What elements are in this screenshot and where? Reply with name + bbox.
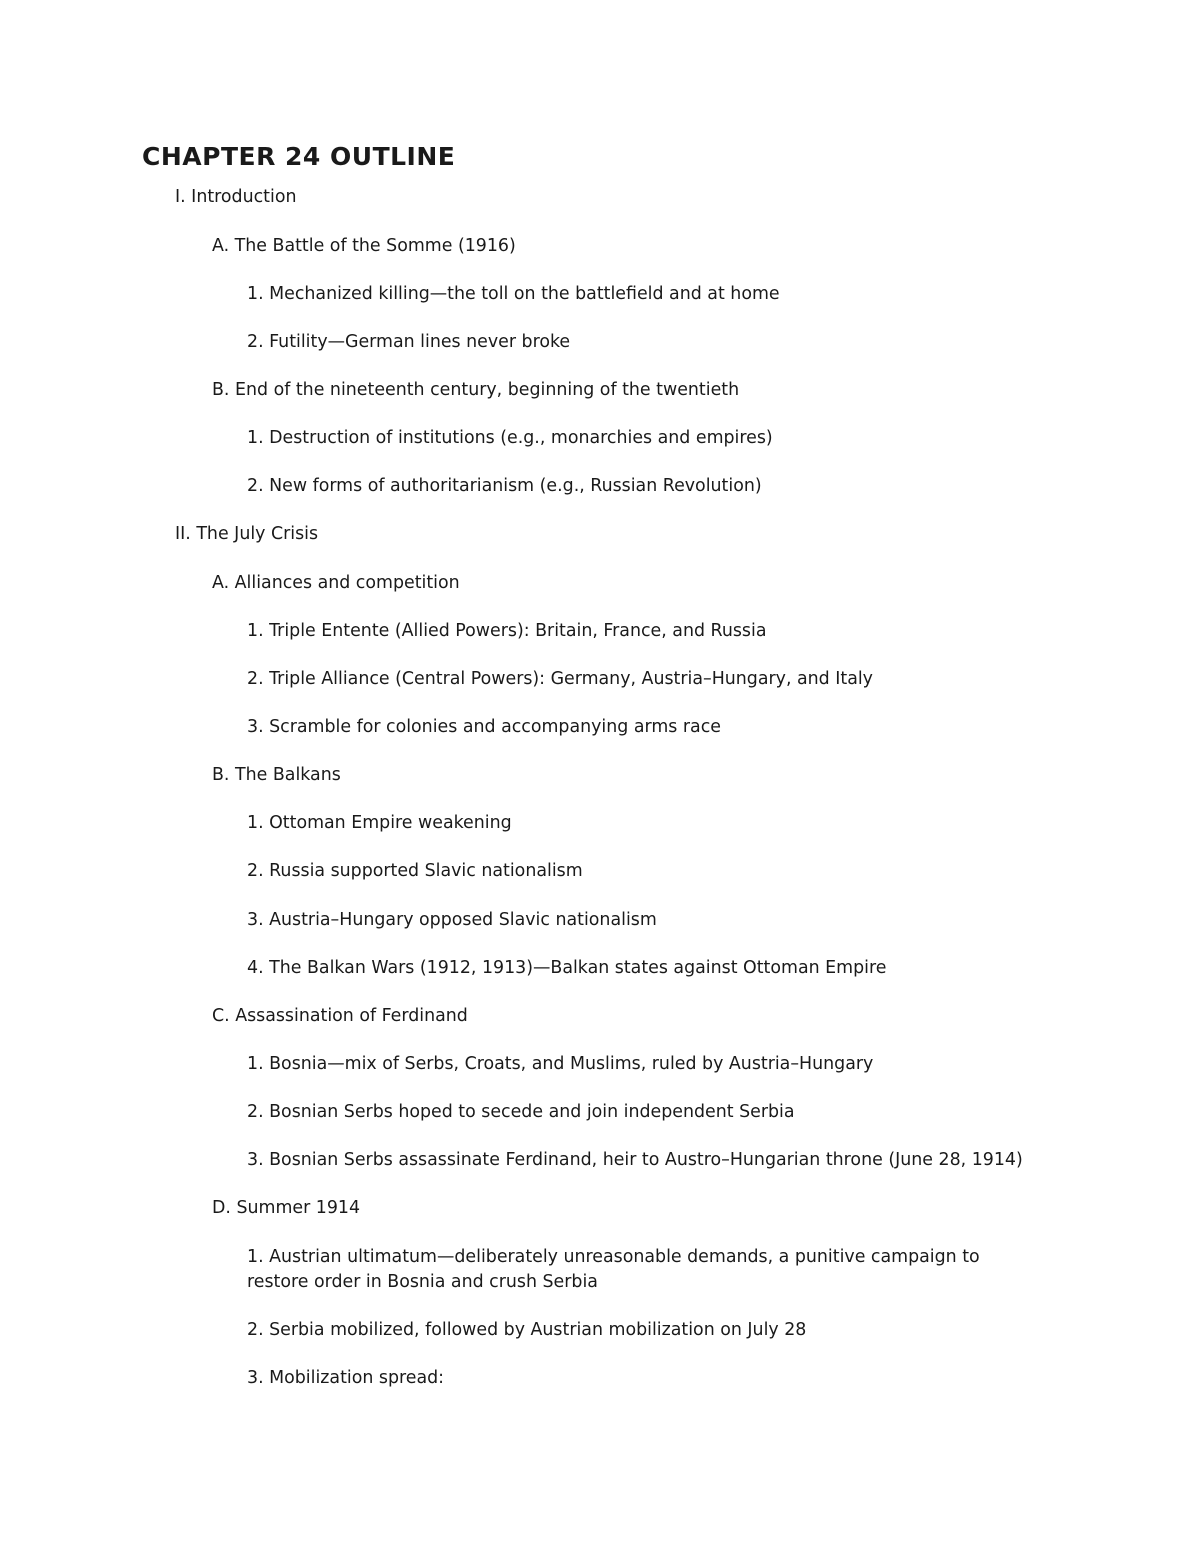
outline-item: 1. Mechanized killing—the toll on the battlefield and at home xyxy=(247,284,780,304)
outline-item: 3. Scramble for colonies and accompanying arms race xyxy=(247,717,721,737)
outline-item: 2. Serbia mobilized, followed by Austrian mobilization on July 28 xyxy=(247,1320,807,1340)
outline-item: 2. Triple Alliance (Central Powers): Germany, Austria–Hungary, and Italy xyxy=(247,669,873,689)
outline-item: 2. Futility—German lines never broke xyxy=(247,332,571,352)
outline-item: 3. Austria–Hungary opposed Slavic nationalism xyxy=(247,910,657,930)
outline-subsection: B. The Balkans xyxy=(212,765,341,785)
outline-item: 1. Destruction of institutions (e.g., monarchies and empires) xyxy=(247,428,773,448)
outline-item: 2. Bosnian Serbs hoped to secede and join independent Serbia xyxy=(247,1102,795,1122)
outline-section: II. The July Crisis xyxy=(175,524,319,544)
outline-subsection: C. Assassination of Ferdinand xyxy=(212,1006,468,1026)
outline-item: 3. Mobilization spread: xyxy=(247,1368,445,1388)
outline-item: 1. Austrian ultimatum—deliberately unreasonable demands, a punitive campaign to restore order in Bosnia and crush Serbia xyxy=(247,1247,980,1292)
outline-item: 1. Bosnia—mix of Serbs, Croats, and Muslims, ruled by Austria–Hungary xyxy=(247,1054,874,1074)
outline-section: I. Introduction xyxy=(175,187,297,207)
outline-item: 3. Bosnian Serbs assassinate Ferdinand, heir to Austro–Hungarian throne (June 28, 1914) xyxy=(247,1150,1023,1170)
outline-item: 2. Russia supported Slavic nationalism xyxy=(247,861,583,881)
outline-subsection: B. End of the nineteenth century, beginning of the twentieth xyxy=(212,380,740,400)
outline-subsection: D. Summer 1914 xyxy=(212,1198,361,1218)
outline-subsection: A. The Battle of the Somme (1916) xyxy=(212,236,516,256)
outline-item: 1. Ottoman Empire weakening xyxy=(247,813,512,833)
outline-item: 2. New forms of authoritarianism (e.g., Russian Revolution) xyxy=(247,476,762,496)
outline-item: 4. The Balkan Wars (1912, 1913)—Balkan states against Ottoman Empire xyxy=(247,958,887,978)
outline-item: 1. Triple Entente (Allied Powers): Britain, France, and Russia xyxy=(247,621,767,641)
page-title: CHAPTER 24 OUTLINE xyxy=(142,142,456,171)
outline-subsection: A. Alliances and competition xyxy=(212,573,460,593)
